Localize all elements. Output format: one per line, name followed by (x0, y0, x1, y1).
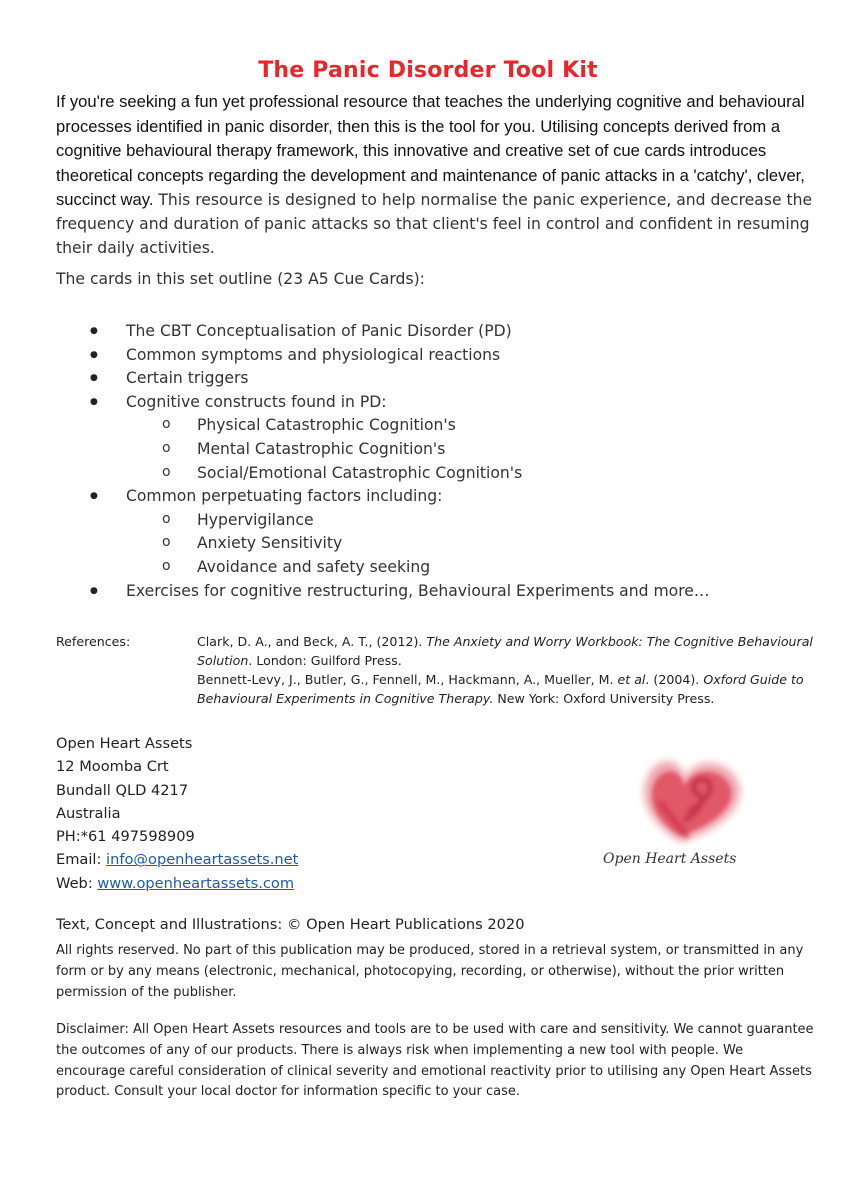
list-item: ● Common symptoms and physiological reactions (56, 344, 816, 368)
contact-city: Bundall QLD 4217 (56, 781, 189, 799)
list-item: ● The CBT Conceptualisation of Panic Disorder (PD) (56, 320, 816, 344)
sub-list-item: o Mental Catastrophic Cognition's (126, 438, 816, 462)
sub-list-item: o Avoidance and safety seeking (126, 556, 816, 580)
contact-phone: PH:*61 497598909 (56, 828, 195, 846)
sub-list-item: o Physical Catastrophic Cognition's (126, 414, 816, 438)
list-item-label: Common perpetuating factors including: (126, 487, 443, 506)
intro-rest: This resource is designed to help normalise the panic experience, and decrease the frequency and duration of panic attacks so that client's feel in control and confident in resuming their daily activities. (56, 191, 813, 257)
logo-text: Open Heart Assets (603, 851, 737, 867)
reference-1 (197, 632, 817, 670)
list-item: ● Exercises for cognitive restructuring, Behavioural Experiments and more… (56, 580, 816, 604)
sub-list-item: o Anxiety Sensitivity (126, 532, 816, 556)
contact-street: 12 Moomba Crt (56, 758, 169, 776)
intro-paragraph (56, 90, 816, 260)
reference-2 (197, 670, 817, 708)
intro-lead: If you're seeking a fun yet professional resource that teaches the underlying cognitive and behavioural processes identified in panic disorder, then this is the tool for you. Utilising concepts derived from a cognitive behavioural therapy framework, this innovative and creative set of cue cards introduces theoretical concepts regarding the development and maintenance of panic attacks in a 'catchy', clever, succinct way. (56, 92, 805, 210)
list-item (56, 485, 816, 579)
reference-2-publisher: New York: Oxford University Press. (493, 691, 715, 706)
reference-2-authors: Bennett-Levy, J., Butler, G., Fennell, M., Hackmann, A., Mueller, M. (197, 672, 618, 687)
email-link[interactable]: info@openheartassets.net (106, 851, 299, 869)
cards-intro: The cards in this set outline (23 A5 Cue Cards): (56, 270, 425, 288)
sub-list-item: o Social/Emotional Catastrophic Cognition's (126, 462, 816, 486)
card-topics-list (56, 320, 816, 603)
reference-2-title: Oxford Guide to Behavioural Experiments in Cognitive Therapy. (197, 672, 804, 706)
references-label: References: (56, 634, 131, 649)
contact-name: Open Heart Assets (56, 735, 193, 752)
reference-1-title: The Anxiety and Worry Workbook: The Cognitive Behavioural Solution (197, 634, 813, 668)
list-item: ● Certain triggers (56, 367, 816, 391)
contact-email-row (56, 848, 298, 871)
contact-block (56, 732, 298, 895)
email-label: Email: (56, 851, 107, 869)
sub-list-item: o Hypervigilance (126, 509, 816, 533)
web-label: Web: (56, 874, 98, 892)
rights-paragraph: All rights reserved. No part of this publication may be produced, stored in a retrieval system, or transmitted in any form or by any means (electronic, mechanical, photocopying, recording, or otherwise), without the prior written permission of the publisher. (56, 943, 804, 1000)
copyright-line: Text, Concept and Illustrations: © Open Heart Publications 2020 (56, 916, 525, 933)
reference-1-publisher: . London: Guilford Press. (248, 653, 402, 668)
references-body (197, 632, 817, 708)
contact-country: Australia (56, 804, 121, 822)
sub-list-cognitive-constructs (126, 414, 816, 485)
reference-2-etal: et al (617, 672, 646, 687)
reference-1-authors: Clark, D. A., and Beck, A. T., (2012). (197, 634, 427, 649)
page-title: The Panic Disorder Tool Kit (258, 58, 598, 83)
website-link[interactable]: www.openheartassets.com (97, 874, 295, 892)
sub-list-perpetuating-factors (126, 509, 816, 580)
contact-web-row (56, 872, 298, 895)
list-item (56, 391, 816, 485)
reference-2-year: . (2004). (645, 672, 704, 687)
disclaimer-paragraph: Disclaimer: All Open Heart Assets resources and tools are to be used with care and sensitivity. We cannot guarantee the outcomes of any of our products. There is always risk when implementing a new tool with people. We encourage careful consideration of clinical severity and emotional reactivity prior to utilising any Open Heart Assets product. Consult your local doctor for information specific to your case. (56, 1022, 814, 1100)
list-item-label: Cognitive constructs found in PD: (126, 392, 387, 411)
